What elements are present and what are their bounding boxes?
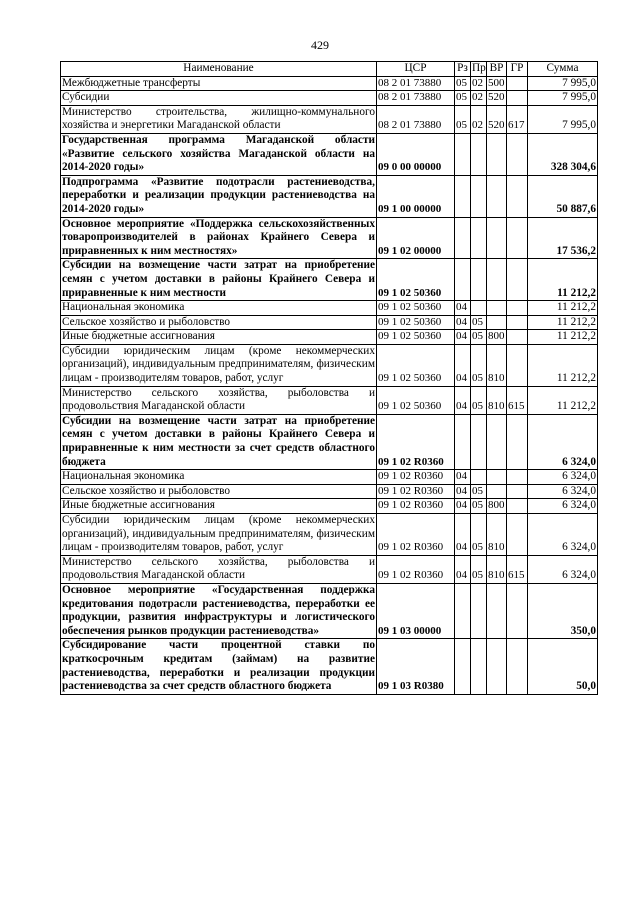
cell-rz: 04	[455, 344, 471, 386]
table-row	[61, 315, 598, 330]
cell-csr: 09 1 02 50360	[377, 330, 455, 345]
table-row	[61, 259, 598, 301]
cell-gr	[507, 344, 528, 386]
table-row	[61, 499, 598, 514]
cell-gr	[507, 133, 528, 175]
table-row	[61, 484, 598, 499]
header-gr: ГР	[507, 62, 528, 77]
table-row	[61, 470, 598, 485]
cell-pr	[471, 175, 487, 217]
cell-csr: 09 1 03 R0380	[377, 639, 455, 694]
cell-csr: 09 1 02 R0360	[377, 514, 455, 556]
cell-gr	[507, 76, 528, 91]
cell-sum: 7 995,0	[528, 91, 598, 106]
cell-csr: 08 2 01 73880	[377, 76, 455, 91]
cell-name: Субсидии на возмещение части затрат на приобретение семян с учетом доставки в районы Крайнего Севера и приравненные к ним местности	[61, 259, 377, 301]
cell-gr	[507, 175, 528, 217]
header-sum: Сумма	[528, 62, 598, 77]
cell-sum: 350,0	[528, 583, 598, 638]
cell-csr: 09 1 02 R0360	[377, 499, 455, 514]
table-row	[61, 330, 598, 345]
cell-sum: 6 324,0	[528, 484, 598, 499]
cell-name: Иные бюджетные ассигнования	[61, 499, 377, 514]
cell-csr: 09 1 02 00000	[377, 217, 455, 259]
budget-table	[60, 61, 598, 695]
cell-csr: 09 1 02 50360	[377, 301, 455, 316]
cell-csr: 09 1 00 00000	[377, 175, 455, 217]
cell-csr: 09 1 02 R0360	[377, 484, 455, 499]
cell-gr	[507, 499, 528, 514]
cell-rz: 04	[455, 555, 471, 583]
cell-gr	[507, 470, 528, 485]
cell-name: Иные бюджетные ассигнования	[61, 330, 377, 345]
cell-sum: 11 212,2	[528, 259, 598, 301]
cell-vr	[487, 470, 507, 485]
cell-vr: 800	[487, 330, 507, 345]
cell-csr: 08 2 01 73880	[377, 91, 455, 106]
cell-rz: 04	[455, 499, 471, 514]
cell-sum: 50 887,6	[528, 175, 598, 217]
cell-vr	[487, 583, 507, 638]
cell-pr: 02	[471, 105, 487, 133]
cell-rz: 05	[455, 91, 471, 106]
cell-sum: 11 212,2	[528, 344, 598, 386]
cell-sum: 7 995,0	[528, 105, 598, 133]
cell-name: Государственная программа Магаданской области «Развитие сельского хозяйства Магаданской области на 2014-2020 годы»	[61, 133, 377, 175]
cell-sum: 6 324,0	[528, 555, 598, 583]
cell-name: Субсидии юридическим лицам (кроме некоммерческих организаций), индивидуальным предпринимателям, физическим лицам - производителям товаров, работ, услуг	[61, 344, 377, 386]
cell-vr	[487, 301, 507, 316]
table-body	[61, 76, 598, 694]
cell-sum: 11 212,2	[528, 330, 598, 345]
cell-rz: 04	[455, 514, 471, 556]
table-row	[61, 91, 598, 106]
cell-csr: 09 1 02 50360	[377, 259, 455, 301]
cell-pr: 02	[471, 91, 487, 106]
table-row	[61, 414, 598, 469]
cell-rz	[455, 639, 471, 694]
cell-vr: 800	[487, 499, 507, 514]
cell-pr: 05	[471, 330, 487, 345]
cell-rz: 04	[455, 484, 471, 499]
header-vr: ВР	[487, 62, 507, 77]
cell-pr	[471, 583, 487, 638]
cell-csr: 09 1 02 50360	[377, 386, 455, 414]
cell-csr: 09 1 02 50360	[377, 315, 455, 330]
cell-sum: 17 536,2	[528, 217, 598, 259]
cell-rz: 04	[455, 330, 471, 345]
cell-gr	[507, 301, 528, 316]
cell-rz: 04	[455, 386, 471, 414]
cell-gr	[507, 330, 528, 345]
cell-pr: 05	[471, 315, 487, 330]
header-rz: Рз	[455, 62, 471, 77]
cell-rz	[455, 583, 471, 638]
cell-vr	[487, 414, 507, 469]
cell-gr	[507, 414, 528, 469]
cell-rz: 04	[455, 315, 471, 330]
cell-pr: 05	[471, 344, 487, 386]
cell-name: Межбюджетные трансферты	[61, 76, 377, 91]
cell-vr: 810	[487, 386, 507, 414]
cell-rz: 04	[455, 301, 471, 316]
table-row	[61, 514, 598, 556]
cell-rz: 05	[455, 105, 471, 133]
cell-sum: 6 324,0	[528, 499, 598, 514]
table-row	[61, 105, 598, 133]
table-row	[61, 301, 598, 316]
cell-gr: 617	[507, 105, 528, 133]
table-row	[61, 639, 598, 694]
cell-csr: 09 1 02 R0360	[377, 555, 455, 583]
header-csr: ЦСР	[377, 62, 455, 77]
cell-gr	[507, 514, 528, 556]
cell-rz	[455, 175, 471, 217]
cell-pr: 05	[471, 484, 487, 499]
cell-pr: 05	[471, 514, 487, 556]
header-name: Наименование	[61, 62, 377, 77]
cell-sum: 11 212,2	[528, 315, 598, 330]
cell-sum: 6 324,0	[528, 414, 598, 469]
cell-gr	[507, 484, 528, 499]
cell-rz: 04	[455, 470, 471, 485]
cell-vr: 500	[487, 76, 507, 91]
cell-gr	[507, 583, 528, 638]
cell-sum: 6 324,0	[528, 470, 598, 485]
cell-vr	[487, 259, 507, 301]
cell-pr	[471, 259, 487, 301]
cell-name: Национальная экономика	[61, 301, 377, 316]
cell-name: Министерство сельского хозяйства, рыболовства и продовольствия Магаданской области	[61, 555, 377, 583]
cell-gr	[507, 639, 528, 694]
cell-csr: 09 1 02 50360	[377, 344, 455, 386]
cell-vr	[487, 133, 507, 175]
cell-csr: 09 1 03 00000	[377, 583, 455, 638]
cell-name: Субсидии юридическим лицам (кроме некоммерческих организаций), индивидуальным предпринимателям, физическим лицам - производителям товаров, работ, услуг	[61, 514, 377, 556]
cell-vr: 520	[487, 105, 507, 133]
cell-csr: 09 0 00 00000	[377, 133, 455, 175]
cell-csr: 09 1 02 R0360	[377, 470, 455, 485]
table-row	[61, 76, 598, 91]
table-row	[61, 217, 598, 259]
cell-gr	[507, 259, 528, 301]
cell-gr	[507, 315, 528, 330]
cell-sum: 11 212,2	[528, 301, 598, 316]
cell-pr	[471, 133, 487, 175]
cell-rz	[455, 217, 471, 259]
cell-sum: 328 304,6	[528, 133, 598, 175]
cell-vr	[487, 217, 507, 259]
cell-sum: 7 995,0	[528, 76, 598, 91]
cell-name: Субсидии	[61, 91, 377, 106]
cell-vr: 810	[487, 555, 507, 583]
cell-csr: 09 1 02 R0360	[377, 414, 455, 469]
cell-pr	[471, 639, 487, 694]
table-row	[61, 555, 598, 583]
cell-vr: 520	[487, 91, 507, 106]
cell-vr	[487, 315, 507, 330]
cell-rz	[455, 133, 471, 175]
cell-rz	[455, 259, 471, 301]
table-header-row	[61, 62, 598, 77]
cell-sum: 50,0	[528, 639, 598, 694]
cell-name: Основное мероприятие «Государственная поддержка кредитования подотрасли растениеводства, переработки ее продукции, развития инфраструктуры и логистического обеспечения рынков продукции растениеводства»	[61, 583, 377, 638]
cell-gr	[507, 217, 528, 259]
cell-rz: 05	[455, 76, 471, 91]
cell-name: Подпрограмма «Развитие подотрасли растениеводства, переработки и реализации продукции растениеводства на 2014-2020 годы»	[61, 175, 377, 217]
cell-pr: 05	[471, 386, 487, 414]
table-row	[61, 175, 598, 217]
cell-name: Субсидирование части процентной ставки по краткосрочным кредитам (займам) на развитие растениеводства, переработки и реализации продукции растениеводства за счет средств областного бюджета	[61, 639, 377, 694]
cell-vr	[487, 175, 507, 217]
table-row	[61, 583, 598, 638]
cell-csr: 08 2 01 73880	[377, 105, 455, 133]
cell-rz	[455, 414, 471, 469]
cell-vr	[487, 639, 507, 694]
cell-name: Министерство строительства, жилищно-коммунального хозяйства и энергетики Магаданской области	[61, 105, 377, 133]
cell-pr: 02	[471, 76, 487, 91]
cell-name: Сельское хозяйство и рыболовство	[61, 315, 377, 330]
cell-vr: 810	[487, 514, 507, 556]
header-pr: Пр	[471, 62, 487, 77]
cell-pr: 05	[471, 499, 487, 514]
cell-name: Сельское хозяйство и рыболовство	[61, 484, 377, 499]
cell-pr	[471, 470, 487, 485]
cell-gr	[507, 91, 528, 106]
cell-gr: 615	[507, 386, 528, 414]
cell-vr	[487, 484, 507, 499]
cell-name: Субсидии на возмещение части затрат на приобретение семян с учетом доставки в районы Крайнего Севера и приравненные к ним местности за счет средств областного бюджета	[61, 414, 377, 469]
cell-vr: 810	[487, 344, 507, 386]
table-row	[61, 344, 598, 386]
cell-sum: 11 212,2	[528, 386, 598, 414]
cell-name: Основное мероприятие «Поддержка сельскохозяйственных товаропроизводителей в районах Крайнего Севера и приравненных к ним местностях»	[61, 217, 377, 259]
cell-gr: 615	[507, 555, 528, 583]
cell-pr: 05	[471, 555, 487, 583]
cell-pr	[471, 217, 487, 259]
page-number: 429	[311, 38, 329, 52]
cell-name: Министерство сельского хозяйства, рыболовства и продовольствия Магаданской области	[61, 386, 377, 414]
table-row	[61, 133, 598, 175]
cell-pr	[471, 414, 487, 469]
table-row	[61, 386, 598, 414]
cell-name: Национальная экономика	[61, 470, 377, 485]
cell-sum: 6 324,0	[528, 514, 598, 556]
cell-pr	[471, 301, 487, 316]
